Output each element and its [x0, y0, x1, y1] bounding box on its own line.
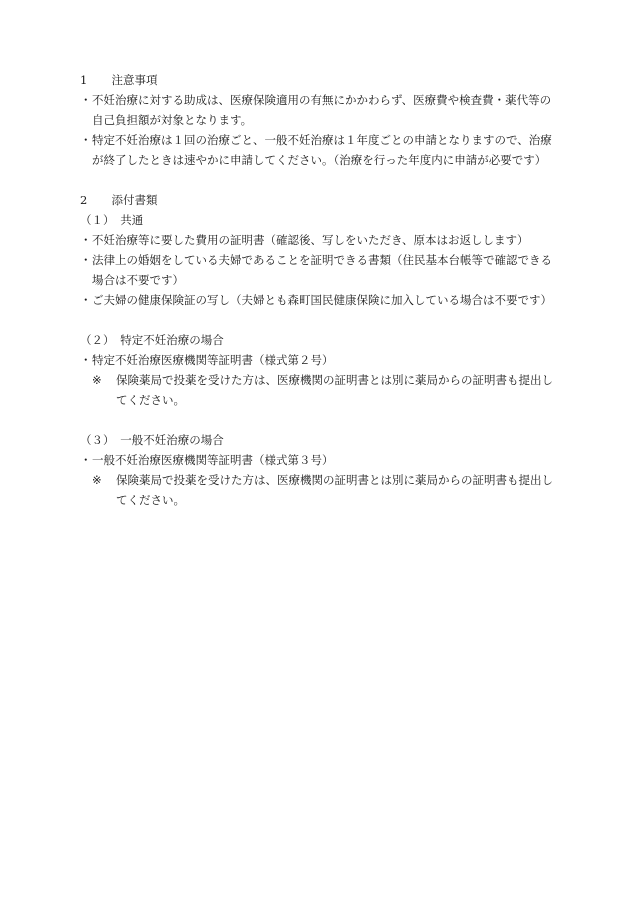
bullet-text: 特定不妊治療医療機関等証明書（様式第２号） — [92, 353, 334, 367]
subsection-common-label: （１） 共通 — [80, 213, 144, 227]
note-mark: ※ — [92, 473, 102, 487]
section-2-title: 添付書類 — [111, 193, 158, 207]
bullet-mark: ・ — [80, 253, 92, 267]
note-text: 保険薬局で投薬を受けた方は、医療機関の証明書とは別に薬局からの証明書も提出してください。 — [116, 473, 553, 507]
section-1-bullet — [80, 90, 560, 130]
spacer — [80, 310, 560, 330]
document-page — [80, 70, 560, 510]
specific-note — [92, 370, 560, 410]
section-1-bullet — [80, 130, 560, 170]
spacer — [80, 410, 560, 430]
bullet-mark: ・ — [80, 133, 92, 147]
bullet-text: ご夫婦の健康保険証の写し（夫婦とも森町国民健康保険に加入している場合は不要です） — [92, 293, 552, 307]
subsection-specific-label: （２） 特定不妊治療の場合 — [80, 333, 224, 347]
section-2-number: 2 — [80, 193, 88, 207]
common-bullet — [80, 230, 560, 250]
general-note — [92, 470, 560, 510]
section-1-heading — [80, 70, 560, 90]
section-2-heading — [80, 190, 560, 210]
section-1-title: 注意事項 — [111, 73, 158, 87]
bullet-mark: ・ — [80, 233, 92, 247]
note-mark: ※ — [92, 373, 102, 387]
bullet-text: 一般不妊治療医療機関等証明書（様式第３号） — [92, 453, 334, 467]
note-text: 保険薬局で投薬を受けた方は、医療機関の証明書とは別に薬局からの証明書も提出してください。 — [116, 373, 553, 407]
common-bullet — [80, 290, 560, 310]
section-1-number: 1 — [80, 73, 88, 87]
bullet-mark: ・ — [80, 353, 92, 367]
spacer — [80, 170, 560, 190]
bullet-text: 法律上の婚姻をしている夫婦であることを証明できる書類（住民基本台帳等で確認できる場合は不要です） — [92, 253, 552, 287]
subsection-general-label: （３） 一般不妊治療の場合 — [80, 433, 224, 447]
general-bullet — [80, 450, 560, 470]
specific-bullet — [80, 350, 560, 370]
common-bullet — [80, 250, 560, 290]
bullet-mark: ・ — [80, 293, 92, 307]
bullet-text: 特定不妊治療は１回の治療ごと、一般不妊治療は１年度ごとの申請となりますので、治療が終了したときは速やかに申請してください。（治療を行った年度内に申請が必要です） — [92, 133, 552, 167]
bullet-text: 不妊治療等に要した費用の証明書（確認後、写しをいただき、原本はお返しします） — [92, 233, 529, 247]
bullet-mark: ・ — [80, 93, 92, 107]
bullet-text: 不妊治療に対する助成は、医療保険適用の有無にかかわらず、医療費や検査費・薬代等の自己負担額が対象となります。 — [92, 93, 552, 127]
bullet-mark: ・ — [80, 453, 92, 467]
